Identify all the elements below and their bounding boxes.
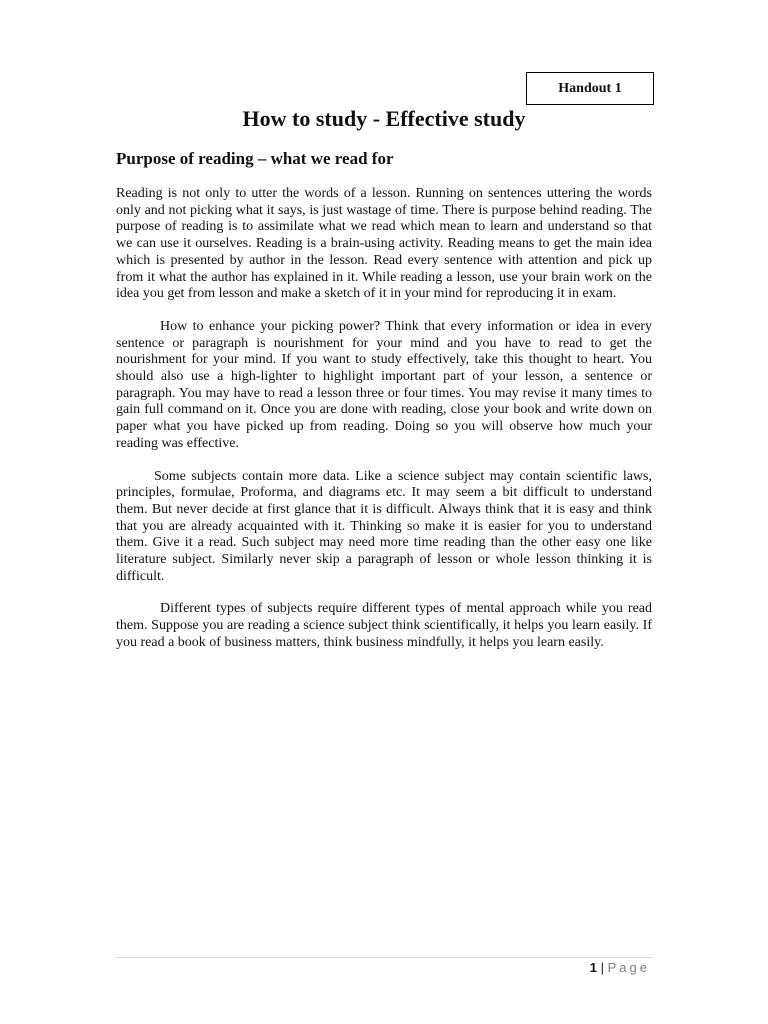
section-heading: Purpose of reading – what we read for xyxy=(116,149,394,168)
page-label: Page xyxy=(607,960,650,975)
handout-label-box xyxy=(526,72,654,105)
page-title: How to study - Effective study xyxy=(242,106,526,131)
footer-divider xyxy=(116,957,653,958)
document-body xyxy=(116,186,652,668)
paragraph-4: Different types of subjects require different types of mental approach while you read them. Suppose you are reading a science subject think scientifically, it helps you learn easily. If you read a book of business matters, think business mindfully, it helps you learn easily. xyxy=(116,601,652,650)
paragraph-3: Some subjects contain more data. Like a science subject may contain scientific laws, principles, formulae, Proforma, and diagrams etc. It may seem a bit difficult to understand them. But never decide at first glance that it is difficult. Always think that it is easy and think that you are already acquainted with it. Thinking so make it is easier for you to understand them. Give it a read. Such subject may need more time reading than the other easy one like literature subject. Similarly never skip a paragraph of lesson or whole lesson thinking it is difficult. xyxy=(116,468,652,584)
page-footer xyxy=(590,960,650,975)
handout-label: Handout 1 xyxy=(558,80,622,96)
page-separator: | xyxy=(600,960,604,975)
paragraph-1: Reading is not only to utter the words of a lesson. Running on sentences uttering the words only and not picking what it says, is just wastage of time. There is purpose behind reading. The purpose of reading is to assimilate what we read which mean to learn and understand so that we can use it ourselves. Reading is a brain-using activity. Reading means to get the main idea which is presented by author in the lesson. Read every sentence with attention and pick up from it what the author has explained in it. While reading a lesson, use your brain work on the idea you get from lesson and make a sketch of it in your mind for reproducing it in exam. xyxy=(116,186,652,302)
paragraph-2: How to enhance your picking power? Think that every information or idea in every sentence or paragraph is nourishment for your mind and you have to read to get the nourishment for your mind. If you want to study effectively, take this thought to heart. You should also use a high-lighter to highlight important part of your lesson, a sentence or paragraph. You may have to read a lesson three or four times. You may revise it many times to gain full command on it. Once you are done with reading, close your book and write down on paper what you have picked up from reading. Doing so you will observe how much your reading was effective. xyxy=(116,318,652,451)
page-number: 1 xyxy=(589,960,597,975)
